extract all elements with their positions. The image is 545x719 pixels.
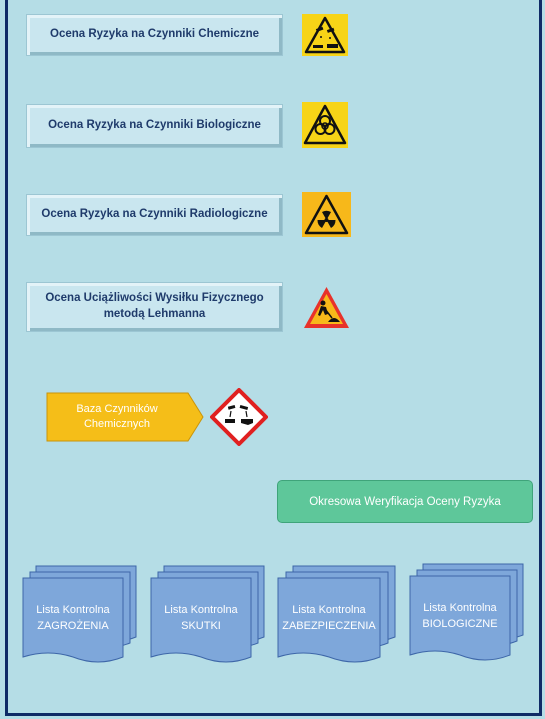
checklist-biologiczne-line1: Lista Kontrolna [423,602,497,615]
chemical-risk-button[interactable] [26,14,283,56]
checklist-biologiczne-label [410,581,510,653]
radiological-risk-button[interactable] [26,194,283,236]
checklist-zagrozenia-line1: Lista Kontrolna [36,604,110,617]
lehmann-label-line1: Ocena Uciążliwości Wysiłku Fizycznego [45,292,264,305]
checklist-zabezpieczenia-label [278,583,380,655]
radiological-risk-label: Ocena Ryzyka na Czynniki Radiologiczne [41,208,268,221]
verification-button[interactable] [277,480,533,523]
biological-risk-label: Ocena Ryzyka na Czynniki Biologiczne [48,119,261,132]
radiation-icon[interactable] [302,192,351,237]
baza-label-line1: Baza Czynników [76,403,158,416]
baza-czynnikow-button[interactable] [46,392,188,442]
lehmann-label-line2: metodą Lehmanna [103,308,206,320]
ghs-corrosive-icon[interactable] [210,388,268,446]
biohazard-icon[interactable] [302,102,348,148]
biological-risk-button[interactable] [26,104,283,148]
checklist-zagrozenia-label [23,583,123,655]
checklist-skutki-line2: SKUTKI [181,620,221,632]
checklist-zagrozenia-line2: ZAGROŻENIA [37,620,109,632]
lehmann-assessment-button[interactable] [26,282,283,332]
chemical-risk-label: Ocena Ryzyka na Czynniki Chemiczne [50,28,259,41]
checklist-skutki-line1: Lista Kontrolna [164,604,238,617]
checklist-zabezpieczenia-line1: Lista Kontrolna [292,604,366,617]
checklist-skutki-label [151,583,251,655]
corrosive-warning-icon[interactable] [302,14,348,56]
baza-label-line2: Chemicznych [83,418,150,430]
road-work-icon[interactable] [302,285,351,330]
checklist-biologiczne-line2: BIOLOGICZNE [422,618,498,630]
checklist-zabezpieczenia-line2: ZABEZPIECZENIA [282,620,376,632]
verification-label: Okresowa Weryfikacja Oceny Ryzyka [309,495,501,508]
